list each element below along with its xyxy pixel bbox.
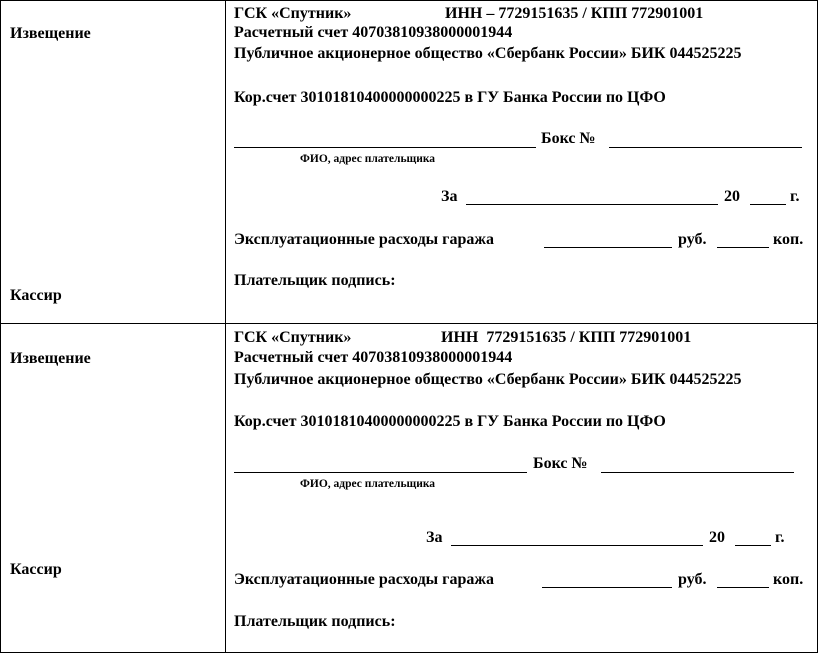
payer-signature-label: Плательщик подпись: xyxy=(234,272,396,289)
period-for-label: За xyxy=(441,188,458,205)
year-field[interactable] xyxy=(735,531,771,546)
column-divider xyxy=(225,0,226,653)
year-prefix: 20 xyxy=(724,188,740,205)
correspondent-account: Кор.счет 30101810400000000225 в ГУ Банка России по ЦФО xyxy=(234,89,666,106)
org-name: ГСК «Спутник» xyxy=(234,329,352,346)
cashier-label: Кассир xyxy=(10,287,62,304)
notice-label: Извещение xyxy=(10,25,91,42)
settlement-account: Расчетный счет 40703810938000001944 xyxy=(234,24,513,41)
inn-kpp: ИНН – 7729151635 / КПП 772901001 xyxy=(445,5,704,22)
box-number-field[interactable] xyxy=(601,458,794,473)
expenses-label: Эксплуатационные расходы гаража xyxy=(234,231,494,248)
rub-label: руб. xyxy=(678,571,707,588)
correspondent-account: Кор.счет 30101810400000000225 в ГУ Банка России по ЦФО xyxy=(234,413,666,430)
rub-amount-field[interactable] xyxy=(544,233,672,248)
box-number-field[interactable] xyxy=(609,133,802,148)
period-for-label: За xyxy=(426,529,443,546)
border-top xyxy=(0,0,818,1)
bank-bik: Публичное акционерное общество «Сбербанк России» БИК 044525225 xyxy=(234,45,742,62)
expenses-label: Эксплуатационные расходы гаража xyxy=(234,571,494,588)
period-field[interactable] xyxy=(466,190,718,205)
box-number-label: Бокс № xyxy=(541,130,596,147)
payer-name-field[interactable] xyxy=(234,133,536,148)
year-prefix: 20 xyxy=(709,529,725,546)
kop-label: коп. xyxy=(773,571,804,588)
payer-name-field[interactable] xyxy=(234,458,527,473)
section-divider xyxy=(0,323,818,324)
org-name: ГСК «Спутник» xyxy=(234,5,352,22)
settlement-account: Расчетный счет 40703810938000001944 xyxy=(234,349,513,366)
payer-caption: ФИО, адрес плательщика xyxy=(300,153,436,165)
cashier-label: Кассир xyxy=(10,561,62,578)
period-field[interactable] xyxy=(451,531,703,546)
rub-amount-field[interactable] xyxy=(542,573,672,588)
payer-caption: ФИО, адрес плательщика xyxy=(300,478,436,490)
rub-label: руб. xyxy=(678,231,707,248)
bank-bik: Публичное акционерное общество «Сбербанк России» БИК 044525225 xyxy=(234,371,742,388)
kop-amount-field[interactable] xyxy=(717,573,769,588)
box-number-label: Бокс № xyxy=(533,455,588,472)
inn-kpp: ИНН 7729151635 / КПП 772901001 xyxy=(441,329,692,346)
payer-signature-label: Плательщик подпись: xyxy=(234,613,396,630)
year-suffix: г. xyxy=(790,188,800,205)
border-left xyxy=(0,0,1,653)
notice-label: Извещение xyxy=(10,350,91,367)
year-suffix: г. xyxy=(775,529,785,546)
kop-amount-field[interactable] xyxy=(717,233,769,248)
year-field[interactable] xyxy=(750,190,786,205)
kop-label: коп. xyxy=(773,231,804,248)
